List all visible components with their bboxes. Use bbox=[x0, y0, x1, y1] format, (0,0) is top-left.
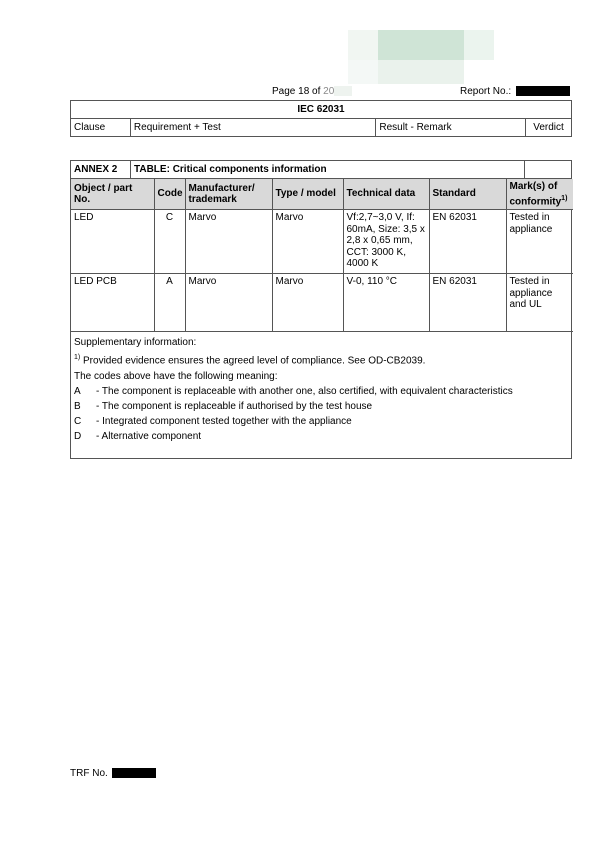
column-result: Result - Remark bbox=[376, 119, 526, 137]
cell-code: C bbox=[154, 210, 185, 274]
supplementary-information bbox=[71, 332, 571, 457]
page-number-total: 20 bbox=[323, 86, 335, 97]
faded-mark bbox=[334, 86, 352, 96]
footnote-mark: 1) bbox=[74, 354, 81, 362]
header-technical: Technical data bbox=[343, 179, 429, 210]
watermark-block bbox=[348, 60, 378, 84]
annex-header bbox=[71, 161, 571, 179]
header-table bbox=[70, 100, 572, 137]
cell-object: LED PCB bbox=[71, 274, 154, 332]
watermark-block bbox=[378, 30, 464, 60]
code-text: - Alternative component bbox=[96, 430, 202, 442]
cell-manufacturer: Marvo bbox=[185, 274, 272, 332]
footnote-marker: 1) bbox=[561, 194, 568, 202]
cell-code: A bbox=[154, 274, 185, 332]
cell-standard: EN 62031 bbox=[429, 274, 506, 332]
cell-technical: Vf:2,7~3,0 V, If: 60mA, Size: 3,5 x 2,8 x 0,65 mm, CCT: 3000 K, 4000 K bbox=[343, 210, 429, 274]
page-footer bbox=[70, 768, 156, 779]
redacted-report-number bbox=[516, 86, 570, 96]
annex-table bbox=[70, 160, 572, 459]
column-verdict: Verdict bbox=[526, 119, 572, 137]
code-definition bbox=[74, 384, 568, 399]
page-number bbox=[272, 86, 352, 97]
footnote-line bbox=[74, 350, 568, 368]
critical-components-table bbox=[71, 179, 573, 332]
table-row bbox=[71, 274, 573, 332]
page-header bbox=[0, 86, 600, 98]
code-definition bbox=[74, 429, 568, 444]
annex-label: ANNEX 2 bbox=[71, 161, 131, 178]
header-object: Object / part No. bbox=[71, 179, 154, 210]
report-number bbox=[460, 86, 570, 97]
cell-conformity: Tested in appliance and UL bbox=[506, 274, 573, 332]
cell-technical: V-0, 110 °C bbox=[343, 274, 429, 332]
code-definition bbox=[74, 399, 568, 414]
standard-title: IEC 62031 bbox=[71, 101, 572, 119]
cell-object: LED bbox=[71, 210, 154, 274]
header-standard: Standard bbox=[429, 179, 506, 210]
code-letter: B bbox=[74, 400, 81, 412]
column-clause: Clause bbox=[71, 119, 131, 137]
code-text: - The component is replaceable if authorised by the test house bbox=[96, 400, 373, 412]
watermark-block bbox=[348, 30, 378, 60]
code-definition bbox=[74, 414, 568, 429]
watermark-block bbox=[378, 60, 464, 84]
header-manufacturer: Manufacturer/ trademark bbox=[185, 179, 272, 210]
code-text: - The component is replaceable with another one, also certified, with equivalent characteristics bbox=[96, 385, 513, 397]
cell-model: Marvo bbox=[272, 274, 343, 332]
header-model: Type / model bbox=[272, 179, 343, 210]
code-letter: A bbox=[74, 385, 81, 397]
code-letter: C bbox=[74, 415, 82, 427]
report-number-label: Report No.: bbox=[460, 86, 512, 97]
annex-title: TABLE: Critical components information bbox=[131, 161, 525, 178]
header-code: Code bbox=[154, 179, 185, 210]
cell-manufacturer: Marvo bbox=[185, 210, 272, 274]
table-header-row bbox=[71, 179, 573, 210]
annex-verdict-cell bbox=[525, 161, 571, 178]
table-row bbox=[71, 210, 573, 274]
header-conformity bbox=[506, 179, 573, 210]
codes-intro: The codes above have the following meaning: bbox=[74, 370, 278, 382]
cell-conformity: Tested in appliance bbox=[506, 210, 573, 274]
code-text: - Integrated component tested together with the appliance bbox=[96, 415, 352, 427]
cell-standard: EN 62031 bbox=[429, 210, 506, 274]
redacted-trf-number bbox=[112, 768, 156, 778]
header-conformity-label: Mark(s) of conformity bbox=[509, 181, 562, 207]
trf-label: TRF No. bbox=[70, 768, 108, 779]
page-number-prefix: Page 18 of bbox=[272, 86, 324, 97]
column-requirement: Requirement + Test bbox=[130, 119, 375, 137]
code-letter: D bbox=[74, 430, 82, 442]
footnote-text: Provided evidence ensures the agreed level of compliance. See OD-CB2039. bbox=[83, 355, 426, 367]
cell-model: Marvo bbox=[272, 210, 343, 274]
watermark-block bbox=[464, 30, 494, 60]
supplementary-title: Supplementary information: bbox=[74, 337, 197, 349]
